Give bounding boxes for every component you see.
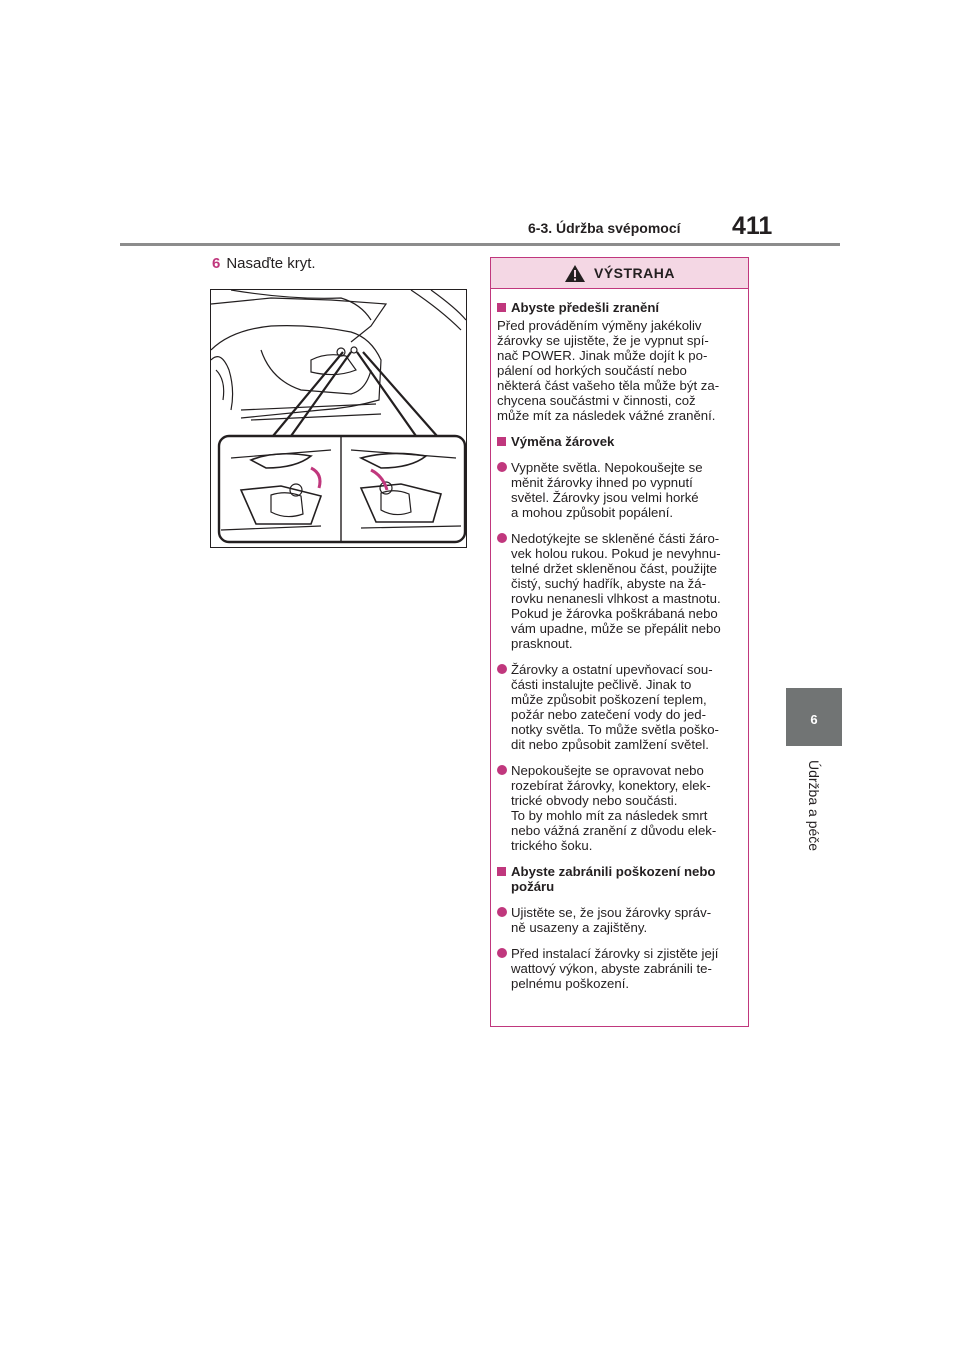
step-number: 6 (212, 255, 221, 272)
chapter-tab (786, 688, 842, 746)
text-line: měnit žárovky ihned po vypnutí (511, 475, 693, 490)
subheading-text: Abyste předešli zranění (511, 300, 660, 315)
text-line: vám upadne, může se přepálit nebo (511, 621, 721, 636)
round-bullet-icon (497, 907, 507, 917)
square-bullet-icon (497, 303, 506, 312)
text-line: Před prováděním výměny jakékoliv (497, 318, 702, 333)
round-bullet-icon (497, 533, 507, 543)
warning-title: VÝSTRAHA (593, 265, 675, 281)
text-line: nač POWER. Jinak může dojít k po- (497, 348, 708, 363)
text-line: může mít za následek vážné zranění. (497, 408, 716, 423)
text-line: dit nebo způsobit zamlžení světel. (511, 737, 709, 752)
chapter-tab-number: 6 (810, 712, 818, 727)
bullet-text (511, 763, 738, 853)
text-line: telné držet skleněnou část, použijte (511, 561, 717, 576)
text-line: trické obvody nebo součásti. (511, 793, 678, 808)
warning-body (491, 300, 748, 991)
text-line: chycena součástmi v činnosti, což (497, 393, 696, 408)
text-line: ně usazeny a zajištěny. (511, 920, 648, 935)
bullet-text (511, 460, 738, 520)
page-number: 411 (732, 212, 773, 240)
bullet-text (511, 662, 738, 752)
bullet-text (511, 905, 738, 935)
text-line: rovku nenanesli vlhkost a mastnotu. (511, 591, 721, 606)
text-line: Nedotýkejte se skleněné části žáro- (511, 531, 720, 546)
bullet-item (497, 531, 738, 651)
text-line: a mohou způsobit popálení. (511, 505, 674, 520)
text-line: Před instalací žárovky si zjistěte její (511, 946, 719, 961)
chapter-label: Údržba a péče (806, 760, 822, 852)
step-text: Nasaďte kryt. (226, 255, 316, 272)
text-line: prasknout. (511, 636, 573, 651)
bullet-text (511, 946, 738, 991)
square-bullet-icon (497, 867, 506, 876)
text-line: nebo vážná zranění z důvodu elek- (511, 823, 717, 838)
subheading-text: Výměna žárovek (511, 434, 615, 449)
warning-subheading (497, 300, 738, 315)
round-bullet-icon (497, 765, 507, 775)
warning-paragraph (497, 318, 738, 423)
bullet-text (511, 531, 738, 651)
bullet-item (497, 905, 738, 935)
step-instruction (212, 255, 316, 272)
bullet-item (497, 460, 738, 520)
text-line: čistý, suchý hadřík, abyste na žá- (511, 576, 706, 591)
warning-header (491, 258, 748, 289)
illustration-figure (210, 289, 467, 548)
warning-triangle-icon (564, 264, 586, 283)
text-line: Ujistěte se, že jsou žárovky správ- (511, 905, 712, 920)
bullet-item (497, 662, 738, 752)
text-line: Pokud je žárovka poškrábaná nebo (511, 606, 718, 621)
round-bullet-icon (497, 462, 507, 472)
text-line: žárovky se ujistěte, že je vypnut spí- (497, 333, 709, 348)
text-line: Žárovky a ostatní upevňovací sou- (511, 662, 713, 677)
text-line: některá část vašeho těla může být za- (497, 378, 720, 393)
bullet-item (497, 946, 738, 991)
header-rule (120, 243, 840, 246)
warning-subheading (497, 434, 738, 449)
text-line: požár nebo zatečení vody do jed- (511, 707, 707, 722)
text-line: vek holou rukou. Pokud je nevyhnu- (511, 546, 721, 561)
section-header: 6-3. Údržba svépomocí (528, 220, 681, 236)
round-bullet-icon (497, 664, 507, 674)
subheading-text: Abyste zabránili poškození nebo požáru (511, 864, 716, 894)
text-line: světel. Žárovky jsou velmi horké (511, 490, 699, 505)
text-line: wattový výkon, abyste zabránili te- (511, 961, 712, 976)
round-bullet-icon (497, 948, 507, 958)
text-line: rozebírat žárovky, konektory, elek- (511, 778, 711, 793)
text-line: trického šoku. (511, 838, 593, 853)
text-line: Nepokoušejte se opravovat nebo (511, 763, 704, 778)
warning-box (490, 257, 749, 1027)
text-line: části instalujte pečlivě. Jinak to (511, 677, 692, 692)
text-line: pelnému poškození. (511, 976, 630, 991)
text-line: Vypněte světla. Nepokoušejte se (511, 460, 703, 475)
bullet-item (497, 763, 738, 853)
text-line: To by mohlo mít za následek smrt (511, 808, 708, 823)
warning-subheading (497, 864, 738, 894)
text-line: pálení od horkých součástí nebo (497, 363, 687, 378)
text-line: může způsobit poškození teplem, (511, 692, 707, 707)
tail-light-cover-illustration (211, 290, 466, 547)
text-line: notky světla. To může světla poško- (511, 722, 719, 737)
square-bullet-icon (497, 437, 506, 446)
